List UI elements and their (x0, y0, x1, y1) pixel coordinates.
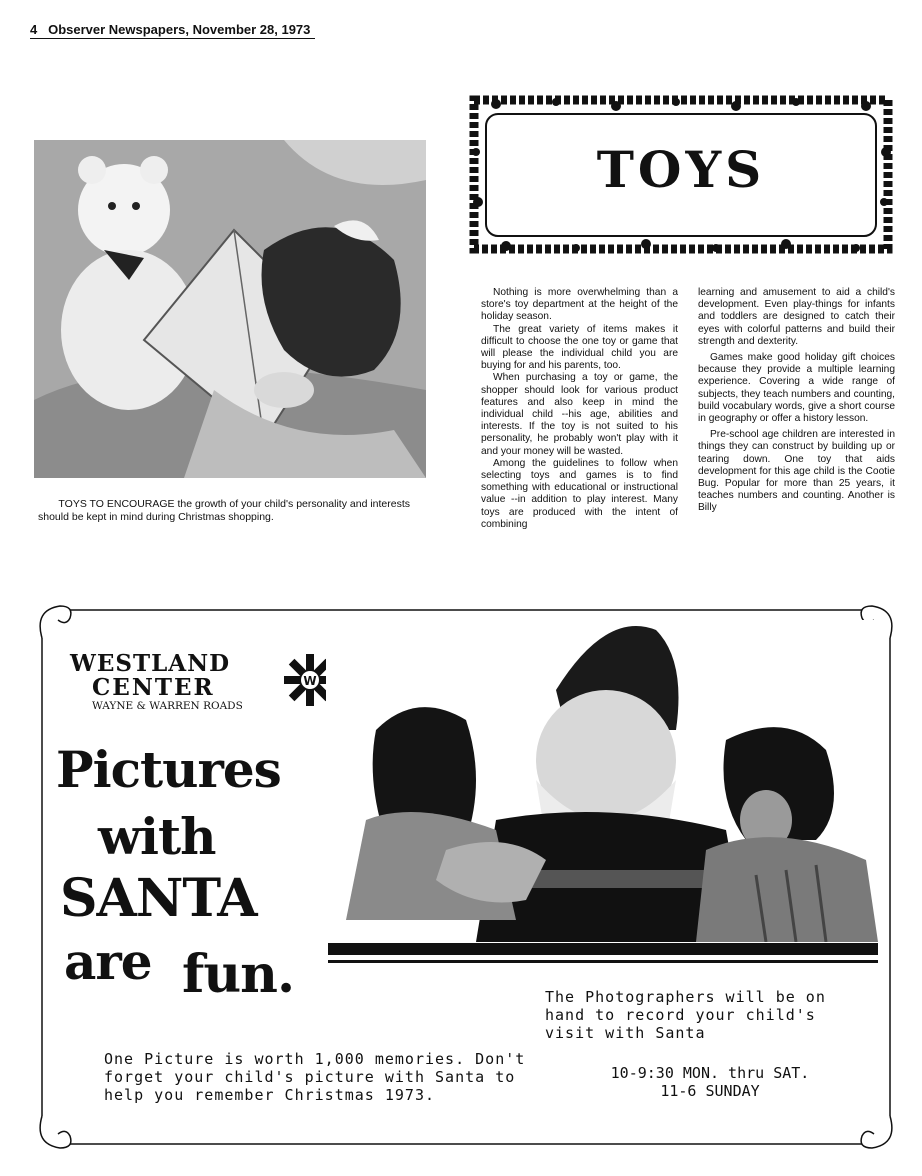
logo-line-1: WESTLAND (70, 650, 231, 677)
headline-word: SANTA (60, 868, 257, 929)
photo-caption (38, 498, 430, 524)
paragraph: When purchasing a toy or game, the shopper should look for various product features and also keep in mind the individual child --his age, abilities and interests. If the toy is not suited to his personality, he probably won't play with it and your money will be wasted. (481, 372, 678, 457)
logo-subtitle: WAYNE & WARREN ROADS (92, 700, 243, 712)
photographers-text: The Photographers will be on hand to record your child's visit with Santa (545, 988, 826, 1042)
headline-word: Pictures (56, 740, 281, 799)
corner-flourish (40, 1116, 71, 1148)
logo-badge-letter: W (303, 674, 317, 688)
child-reading-photo (34, 140, 426, 478)
caption-lead: TOYS TO ENCOURAGE (58, 498, 175, 510)
headline-word: fun. (182, 944, 295, 1005)
hours-sunday: 11-6 SUNDAY (660, 1082, 760, 1100)
paragraph: Among the guidelines to follow when selecting toys and games is to find something with educational or instructional value --in addition to play interest. Many toys are produced with the intent of combining (481, 457, 678, 530)
article-column-1 (481, 287, 678, 531)
logo-line-2: CENTER (92, 674, 215, 701)
paragraph: Nothing is more overwhelming than a store's toy department at the height of the holiday season. (481, 287, 678, 323)
paragraph: Games make good holiday gift choices because they provide a multiple learning experience. Covering a wide range of subjects, they teach numbers and counting, build vocabulary words, give a short course in geography or offer a history lesson. (698, 352, 895, 425)
santa-with-children-photo (326, 620, 878, 942)
store-hours (560, 1064, 860, 1100)
ad-divider-bar (328, 943, 878, 955)
photo-illustration (34, 140, 426, 478)
paragraph: learning and amusement to aid a child's development. Even play-things for infants and toddlers are designed to catch their eyes with colorful patterns and build their strength and dexterity. (698, 287, 895, 347)
hours-weekday: 10-9:30 MON. thru SAT. (610, 1064, 810, 1082)
ad-divider-line (328, 960, 878, 963)
memories-text: One Picture is worth 1,000 memories. Don't forget your child's picture with Santa to help you remember Christmas 1973. (104, 1050, 526, 1104)
corner-flourish (861, 1116, 892, 1148)
corner-flourish (40, 606, 71, 638)
caption-rest: the growth of your child's personality and interests should be kept in mind during Christmas shopping. (38, 498, 411, 523)
article-column-2 (698, 287, 895, 515)
masthead-rule (30, 38, 315, 39)
headline-word: with (98, 807, 216, 866)
article-title: TOYS (596, 140, 766, 199)
paragraph: Pre-school age children are interested in things they can construct by building up or tearing down. One toy that aids development for this age child is the Cootie Bug. Popular for more than 25 years, it teaches numbers and counting. Another is Billy (698, 429, 895, 514)
page-number: 4 (30, 22, 38, 37)
headline-word: are (64, 932, 152, 991)
publication-line: Observer Newspapers, November 28, 1973 (48, 22, 311, 37)
masthead (30, 22, 310, 37)
paragraph: The great variety of items makes it difficult to choose the one toy or game that will please the individual child you are buying for and his parents, too. (481, 323, 678, 372)
